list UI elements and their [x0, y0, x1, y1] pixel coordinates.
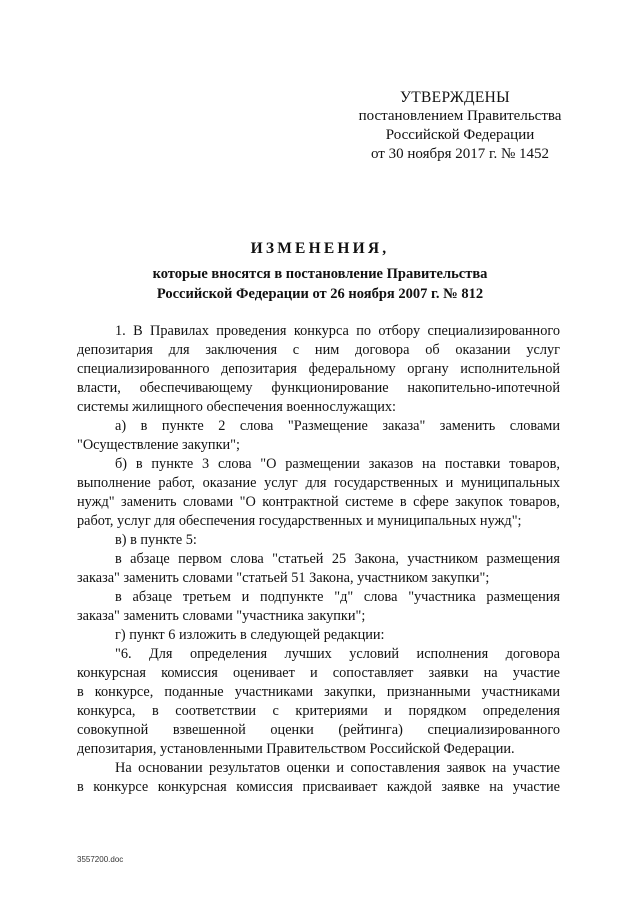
- text-line: специализированного депозитария федеральному органу исполнительной: [77, 361, 560, 377]
- paragraph-9: [77, 759, 560, 797]
- text-line: в абзаце первом слова "статьей 25 Закона, участником размещения: [115, 551, 560, 567]
- text-line: в абзаце третьем и подпункте "д" слова "участника размещения: [115, 589, 560, 605]
- paragraph-3: [77, 455, 560, 531]
- paragraph-5: [77, 550, 560, 588]
- text-line: выполнение работ, оказание услуг для государственных и муниципальных: [77, 475, 560, 491]
- subtitle-line-1: которые вносятся в постановление Правительства: [152, 266, 488, 282]
- approval-block: [340, 88, 580, 164]
- text-line: конкурсная комиссия оценивает и сопоставляет заявки на участие: [77, 665, 560, 681]
- text-line: совокупной взвешенной оценки (рейтинга) специализированного: [77, 722, 560, 738]
- paragraph-8: [77, 645, 560, 759]
- text-line: в конкурсе, поданные участниками закупки, признанными участниками: [77, 684, 560, 700]
- text-line: На основании результатов оценки и сопоставления заявок на участие: [115, 760, 560, 776]
- approval-line-3: от 30 ноября 2017 г. № 1452: [370, 146, 550, 162]
- text-line: а) в пункте 2 слова "Размещение заказа" заменить словами: [115, 418, 560, 434]
- paragraph-2: [77, 417, 560, 455]
- footer-file-name: 3557200.doc: [77, 855, 124, 864]
- approval-line-2: Российской Федерации: [385, 127, 535, 143]
- text-line: системы жилищного обеспечения военнослужащих:: [77, 399, 396, 415]
- text-line: в конкурсе конкурсная комиссия присваивает каждой заявке на участие: [77, 779, 560, 795]
- paragraph-6: [77, 588, 560, 626]
- paragraph-1: [77, 322, 560, 417]
- text-line: б) в пункте 3 слова "О размещении заказов на поставки товаров,: [115, 456, 560, 472]
- subtitle-line-2: Российской Федерации от 26 ноября 2007 г. № 812: [156, 286, 484, 302]
- text-line: 1. В Правилах проведения конкурса по отбору специализированного: [115, 323, 560, 339]
- paragraph-7: [77, 626, 560, 645]
- approval-title: УТВЕРЖДЕНЫ: [400, 89, 510, 106]
- text-line: власти, обеспечивающему функционирование накопительно-ипотечной: [77, 380, 560, 396]
- text-line: заказа" заменить словами "статьей 51 Закона, участником закупки";: [77, 570, 490, 586]
- document-body: [77, 322, 560, 797]
- text-line: нужд" заменить словами "О контрактной системе в сфере закупок товаров,: [77, 494, 560, 510]
- text-line: конкурса, в соответствии с критериями и порядком определения: [77, 703, 560, 719]
- text-line: "6. Для определения лучших условий исполнения договора: [115, 646, 560, 662]
- text-line: работ, услуг для обеспечения государственных и муниципальных нужд";: [77, 513, 522, 529]
- text-line: г) пункт 6 изложить в следующей редакции:: [115, 627, 385, 643]
- text-line: "Осуществление закупки";: [77, 437, 240, 453]
- text-line: депозитария для заключения с ним договора об оказании услуг: [77, 342, 560, 358]
- document-title: ИЗМЕНЕНИЯ,: [250, 240, 390, 257]
- text-line: в) в пункте 5:: [115, 532, 197, 548]
- paragraph-4: [77, 531, 560, 550]
- document-subtitle: [0, 264, 640, 304]
- text-line: депозитария, установленными Правительством Российской Федерации.: [77, 741, 515, 757]
- text-line: заказа" заменить словами "участника закупки";: [77, 608, 366, 624]
- approval-line-1: постановлением Правительства: [358, 108, 562, 124]
